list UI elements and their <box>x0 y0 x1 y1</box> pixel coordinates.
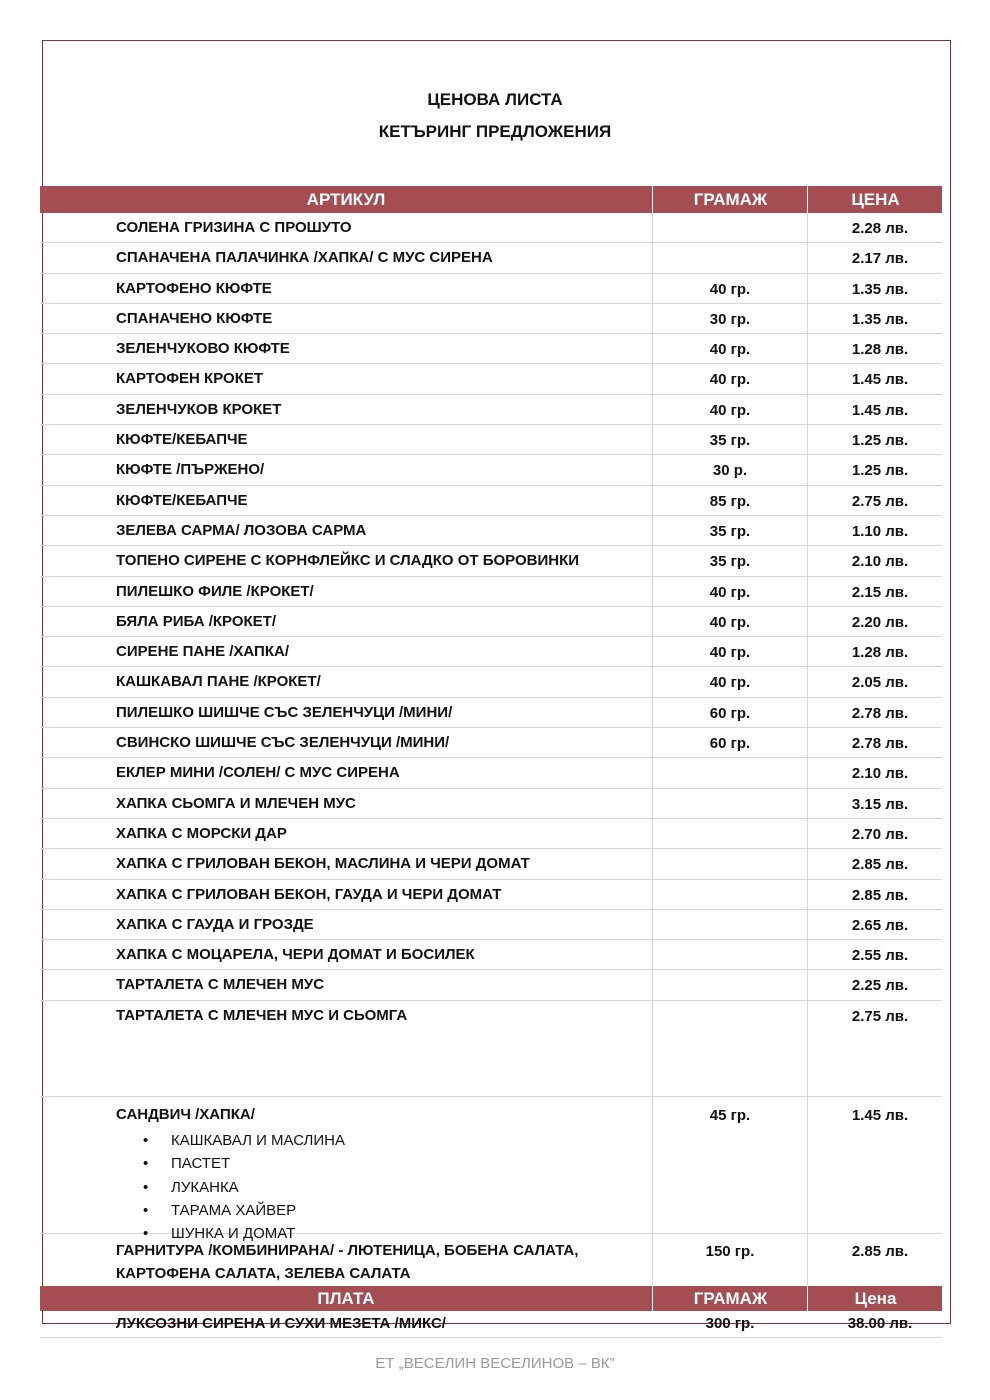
item-weight: 35 гр. <box>709 553 751 571</box>
price-table <box>40 186 942 1338</box>
item-name: ЗЕЛЕНЧУКОВ КРОКЕТ <box>116 400 282 418</box>
item-name: ПИЛЕШКО ФИЛЕ /КРОКЕТ/ <box>116 582 314 600</box>
platter-row <box>40 1311 942 1338</box>
item-price: 2.28 лв. <box>851 220 909 237</box>
sandwich-option: • ТАРАМА ХАЙВЕР <box>147 1202 296 1219</box>
header-item: АРТИКУЛ <box>306 190 386 209</box>
item-weight: 40 гр. <box>709 644 751 662</box>
item-price: 1.10 лв. <box>851 522 909 540</box>
garnish-line-1: ГАРНИТУРА /КОМБИНИРАНА/ - ЛЮТЕНИЦА, БОБЕНА САЛАТА, <box>116 1241 579 1259</box>
item-name: КАРТОФЕНО КЮФТЕ <box>116 279 272 297</box>
item-price: 2.85 лв. <box>851 886 909 904</box>
item-name: КАРТОФЕН КРОКЕТ <box>116 370 264 388</box>
sandwich-name: САНДВИЧ /ХАПКА/ <box>116 1105 255 1123</box>
item-name: СИРЕНЕ ПАНЕ /ХАПКА/ <box>116 643 289 661</box>
item-name: ХАПКА С МОРСКИ ДАР <box>116 824 287 842</box>
item-name: СВИНСКО ШИШЧЕ СЪС ЗЕЛЕНЧУЦИ /МИНИ/ <box>116 734 450 752</box>
item-price: 3.15 лв. <box>851 795 909 813</box>
item-weight: 30 р. <box>712 462 748 480</box>
platter-price: 38.00 лв. <box>847 1314 913 1332</box>
item-price: 2.85 лв. <box>851 856 909 874</box>
item-price: 2.55 лв. <box>851 947 909 965</box>
item-price: 1.45 лв. <box>851 401 909 419</box>
item-price: 2.25 лв. <box>851 977 909 995</box>
item-price: 1.28 лв. <box>851 341 909 359</box>
platter-name: ЛУКСОЗНИ СИРЕНА И СУХИ МЕЗЕТА /МИКС/ <box>116 1314 446 1332</box>
page-title: ЦЕНОВА ЛИСТА <box>427 90 563 109</box>
item-name: ЗЕЛЕВА САРМА/ ЛОЗОВА САРМА <box>116 521 367 539</box>
item-weight: 40 гр. <box>709 280 751 298</box>
item-name: ХАПКА СЬОМГА И МЛЕЧЕН МУС <box>116 794 356 812</box>
item-price: 2.10 лв. <box>851 553 909 571</box>
platter-header-price: Цена <box>807 1286 943 1311</box>
column-divider <box>807 213 808 1285</box>
platter-header-item: ПЛАТА <box>317 1288 375 1308</box>
sandwich-option: • ПАСТЕТ <box>147 1155 230 1172</box>
item-price: 2.78 лв. <box>851 704 909 722</box>
sandwich-price: 1.45 лв. <box>851 1106 909 1124</box>
header-price: ЦЕНА <box>807 186 943 213</box>
platter-header-weight: ГРАМАЖ <box>652 1286 808 1311</box>
item-name: ХАПКА С МОЦАРЕЛА, ЧЕРИ ДОМАТ И БОСИЛЕК <box>116 946 475 964</box>
item-name: ХАПКА С ГАУДА И ГРОЗДЕ <box>116 915 314 933</box>
item-name: ЕКЛЕР МИНИ /СОЛЕН/ С МУС СИРЕНА <box>116 764 400 782</box>
page-subtitle: КЕТЪРИНГ ПРЕДЛОЖЕНИЯ <box>378 122 612 141</box>
item-weight: 60 гр. <box>709 704 751 722</box>
item-weight: 30 гр. <box>709 310 751 328</box>
item-name: ЗЕЛЕНЧУКОВО КЮФТЕ <box>116 340 290 358</box>
item-price: 2.78 лв. <box>851 735 909 753</box>
item-price: 1.45 лв. <box>851 371 909 389</box>
item-price: 2.20 лв. <box>851 613 909 631</box>
item-price: 2.15 лв. <box>851 583 909 601</box>
table-header <box>40 186 942 213</box>
item-weight: 40 гр. <box>709 341 751 359</box>
item-price: 1.28 лв. <box>851 644 909 662</box>
item-weight: 40 гр. <box>709 371 751 389</box>
item-weight: 40 гр. <box>709 401 751 419</box>
sandwich-option: • КАШКАВАЛ И МАСЛИНА <box>147 1132 345 1149</box>
sandwich-option: • ЛУКАНКА <box>147 1179 239 1196</box>
garnish-line-2: КАРТОФЕНА САЛАТА, ЗЕЛЕВА САЛАТА <box>116 1264 411 1282</box>
item-price: 2.10 лв. <box>851 765 909 783</box>
item-name: СОЛЕНА ГРИЗИНА С ПРОШУТО <box>116 219 352 236</box>
item-name: ПИЛЕШКО ШИШЧЕ СЪС ЗЕЛЕНЧУЦИ /МИНИ/ <box>116 703 453 721</box>
item-weight: 60 гр. <box>709 735 751 753</box>
item-weight: 40 гр. <box>709 613 751 631</box>
platter-weight: 300 гр. <box>705 1314 755 1332</box>
sandwich-weight: 45 гр. <box>709 1106 751 1124</box>
garnish-price: 2.85 лв. <box>851 1242 909 1260</box>
sandwich-option: • ШУНКА И ДОМАТ <box>147 1225 295 1242</box>
header-weight: ГРАМАЖ <box>652 186 808 213</box>
item-price: 1.35 лв. <box>851 280 909 298</box>
item-weight: 35 гр. <box>709 522 751 540</box>
item-name: ХАПКА С ГРИЛОВАН БЕКОН, МАСЛИНА И ЧЕРИ ДОМАТ <box>116 855 530 873</box>
item-price: 2.70 лв. <box>851 825 909 843</box>
item-name: КЮФТЕ/КЕБАПЧЕ <box>116 491 248 509</box>
platter-header <box>40 1286 942 1311</box>
item-price: 1.25 лв. <box>851 432 909 450</box>
footer-company: ЕТ „ВЕСЕЛИН ВЕСЕЛИНОВ – ВК” <box>375 1355 615 1372</box>
item-weight: 40 гр. <box>709 583 751 601</box>
item-weight: 40 гр. <box>709 674 751 692</box>
item-price: 2.75 лв. <box>851 492 909 510</box>
garnish-weight: 150 гр. <box>705 1242 755 1260</box>
item-name: ХАПКА С ГРИЛОВАН БЕКОН, ГАУДА И ЧЕРИ ДОМАТ <box>116 885 502 903</box>
item-price: 2.05 лв. <box>851 674 909 692</box>
item-name: ТОПЕНО СИРЕНЕ С КОРНФЛЕЙКС И СЛАДКО ОТ БОРОВИНКИ <box>116 552 580 570</box>
item-weight: 35 гр. <box>709 432 751 450</box>
item-price: 2.17 лв. <box>851 250 909 268</box>
item-weight: 85 гр. <box>709 492 751 510</box>
item-name: СПАНАЧЕНО КЮФТЕ <box>116 309 273 327</box>
item-name: КЮФТЕ /ПЪРЖЕНО/ <box>116 461 265 479</box>
item-name: ТАРТАЛЕТА С МЛЕЧЕН МУС И СЬОМГА <box>116 1006 408 1024</box>
item-name: КАШКАВАЛ ПАНЕ /КРОКЕТ/ <box>116 673 321 691</box>
item-price: 2.65 лв. <box>851 916 909 934</box>
item-name: СПАНАЧЕНА ПАЛАЧИНКА /ХАПКА/ С МУС СИРЕНА <box>116 249 493 267</box>
item-price: 2.75 лв. <box>851 1007 909 1025</box>
item-name: КЮФТЕ/КЕБАПЧЕ <box>116 431 248 449</box>
item-price: 1.35 лв. <box>851 310 909 328</box>
item-name: ТАРТАЛЕТА С МЛЕЧЕН МУС <box>116 976 325 994</box>
item-price: 1.25 лв. <box>851 462 909 480</box>
column-divider <box>652 213 653 1285</box>
item-name: БЯЛА РИБА /КРОКЕТ/ <box>116 612 276 630</box>
